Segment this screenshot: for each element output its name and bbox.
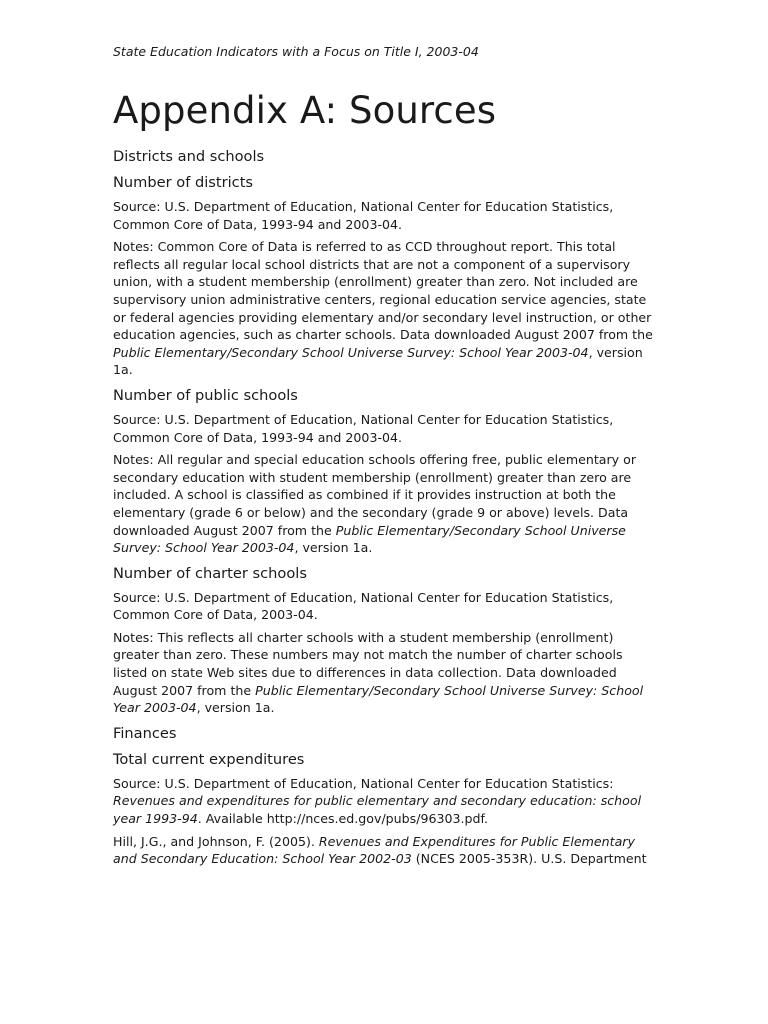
notes-paragraph	[113, 238, 658, 379]
source-paragraph: Source: U.S. Department of Education, National Center for Education Statistics, Common Core of Data, 1993-94 and 2003-04.	[113, 411, 614, 445]
source-paragraph: Source: U.S. Department of Education, National Center for Education Statistics, Common Core of Data, 1993-94 and 2003-04.	[113, 199, 614, 232]
notes-tail: , version 1a.	[294, 540, 373, 556]
citation-paragraph	[113, 833, 658, 868]
notes-paragraph	[113, 451, 658, 557]
citation-text: Hill, J.G., and Johnson, F. (2005).	[113, 833, 319, 849]
running-header: State Education Indicators with a Focus on Title I, 2003-04	[113, 44, 479, 59]
notes-text: Notes: This reflects all charter schools with a student membership (enrollment) greater than zero. These numbers may not match the number of charter schools listed on state Web sites due to differences in data collection. Data downloaded August 2007 from the	[113, 629, 623, 698]
subsection-heading-total-current-expenditures: Total current expenditures	[113, 750, 305, 768]
subsection-heading-number-of-charter-schools: Number of charter schools	[113, 564, 307, 582]
notes-tail: , version 1a.	[113, 344, 643, 378]
page-title: Appendix A: Sources	[113, 89, 497, 132]
notes-publication-title: Public Elementary/Secondary School Universe Survey: School Year 2003-04	[113, 344, 589, 360]
section-heading-districts-and-schools: Districts and schools	[113, 148, 265, 165]
subsection-heading-number-of-public-schools: Number of public schools	[113, 386, 298, 404]
citation-tail: (NCES 2005-353R). U.S. Department	[411, 851, 647, 867]
source-publication-title: Revenues and expenditures for public elementary and secondary education: school year 1993-94	[113, 793, 642, 827]
source-paragraph: Source: U.S. Department of Education, National Center for Education Statistics, Common Core of Data, 2003-04.	[113, 589, 614, 623]
document-body	[113, 146, 658, 873]
notes-text: Notes: All regular and special education schools offering free, public elementary or secondary education with student membership (enrollment) greater than zero are included. A school is classified as combined if it provides instruction at both the elementary (grade 6 or below) and the secondary (grade 9 or above) levels. Data downloaded August 2007 from the	[113, 452, 637, 538]
source-text: Source: U.S. Department of Education, National Center for Education Statistics:	[113, 775, 614, 791]
notes-paragraph	[113, 629, 658, 717]
source-tail: . Available http://nces.ed.gov/pubs/96303.pdf.	[197, 811, 489, 827]
notes-publication-title: Public Elementary/Secondary School Universe Survey: School Year 2003-04	[113, 522, 626, 556]
section-heading-finances: Finances	[113, 724, 177, 742]
subsection-heading-number-of-districts: Number of districts	[113, 174, 254, 191]
source-paragraph	[113, 775, 658, 828]
notes-publication-title: Public Elementary/Secondary School Universe Survey: School Year 2003-04	[113, 682, 644, 716]
notes-text: Notes: Common Core of Data is referred to as CCD throughout report. This total reflects all regular local school districts that are not a component of a supervisory union, with a student membership (enrollment) greater than zero. Not included are supervisory union administrative centers, regional education service agencies, state or federal agencies providing elementary and/or secondary level instruction, or other education agencies, such as charter schools. Data downloaded August 2007 from the	[113, 239, 653, 343]
citation-publication-title: Revenues and Expenditures for Public Elementary and Secondary Education: School Year 2002-03	[113, 833, 635, 867]
notes-tail: , version 1a.	[196, 700, 275, 716]
